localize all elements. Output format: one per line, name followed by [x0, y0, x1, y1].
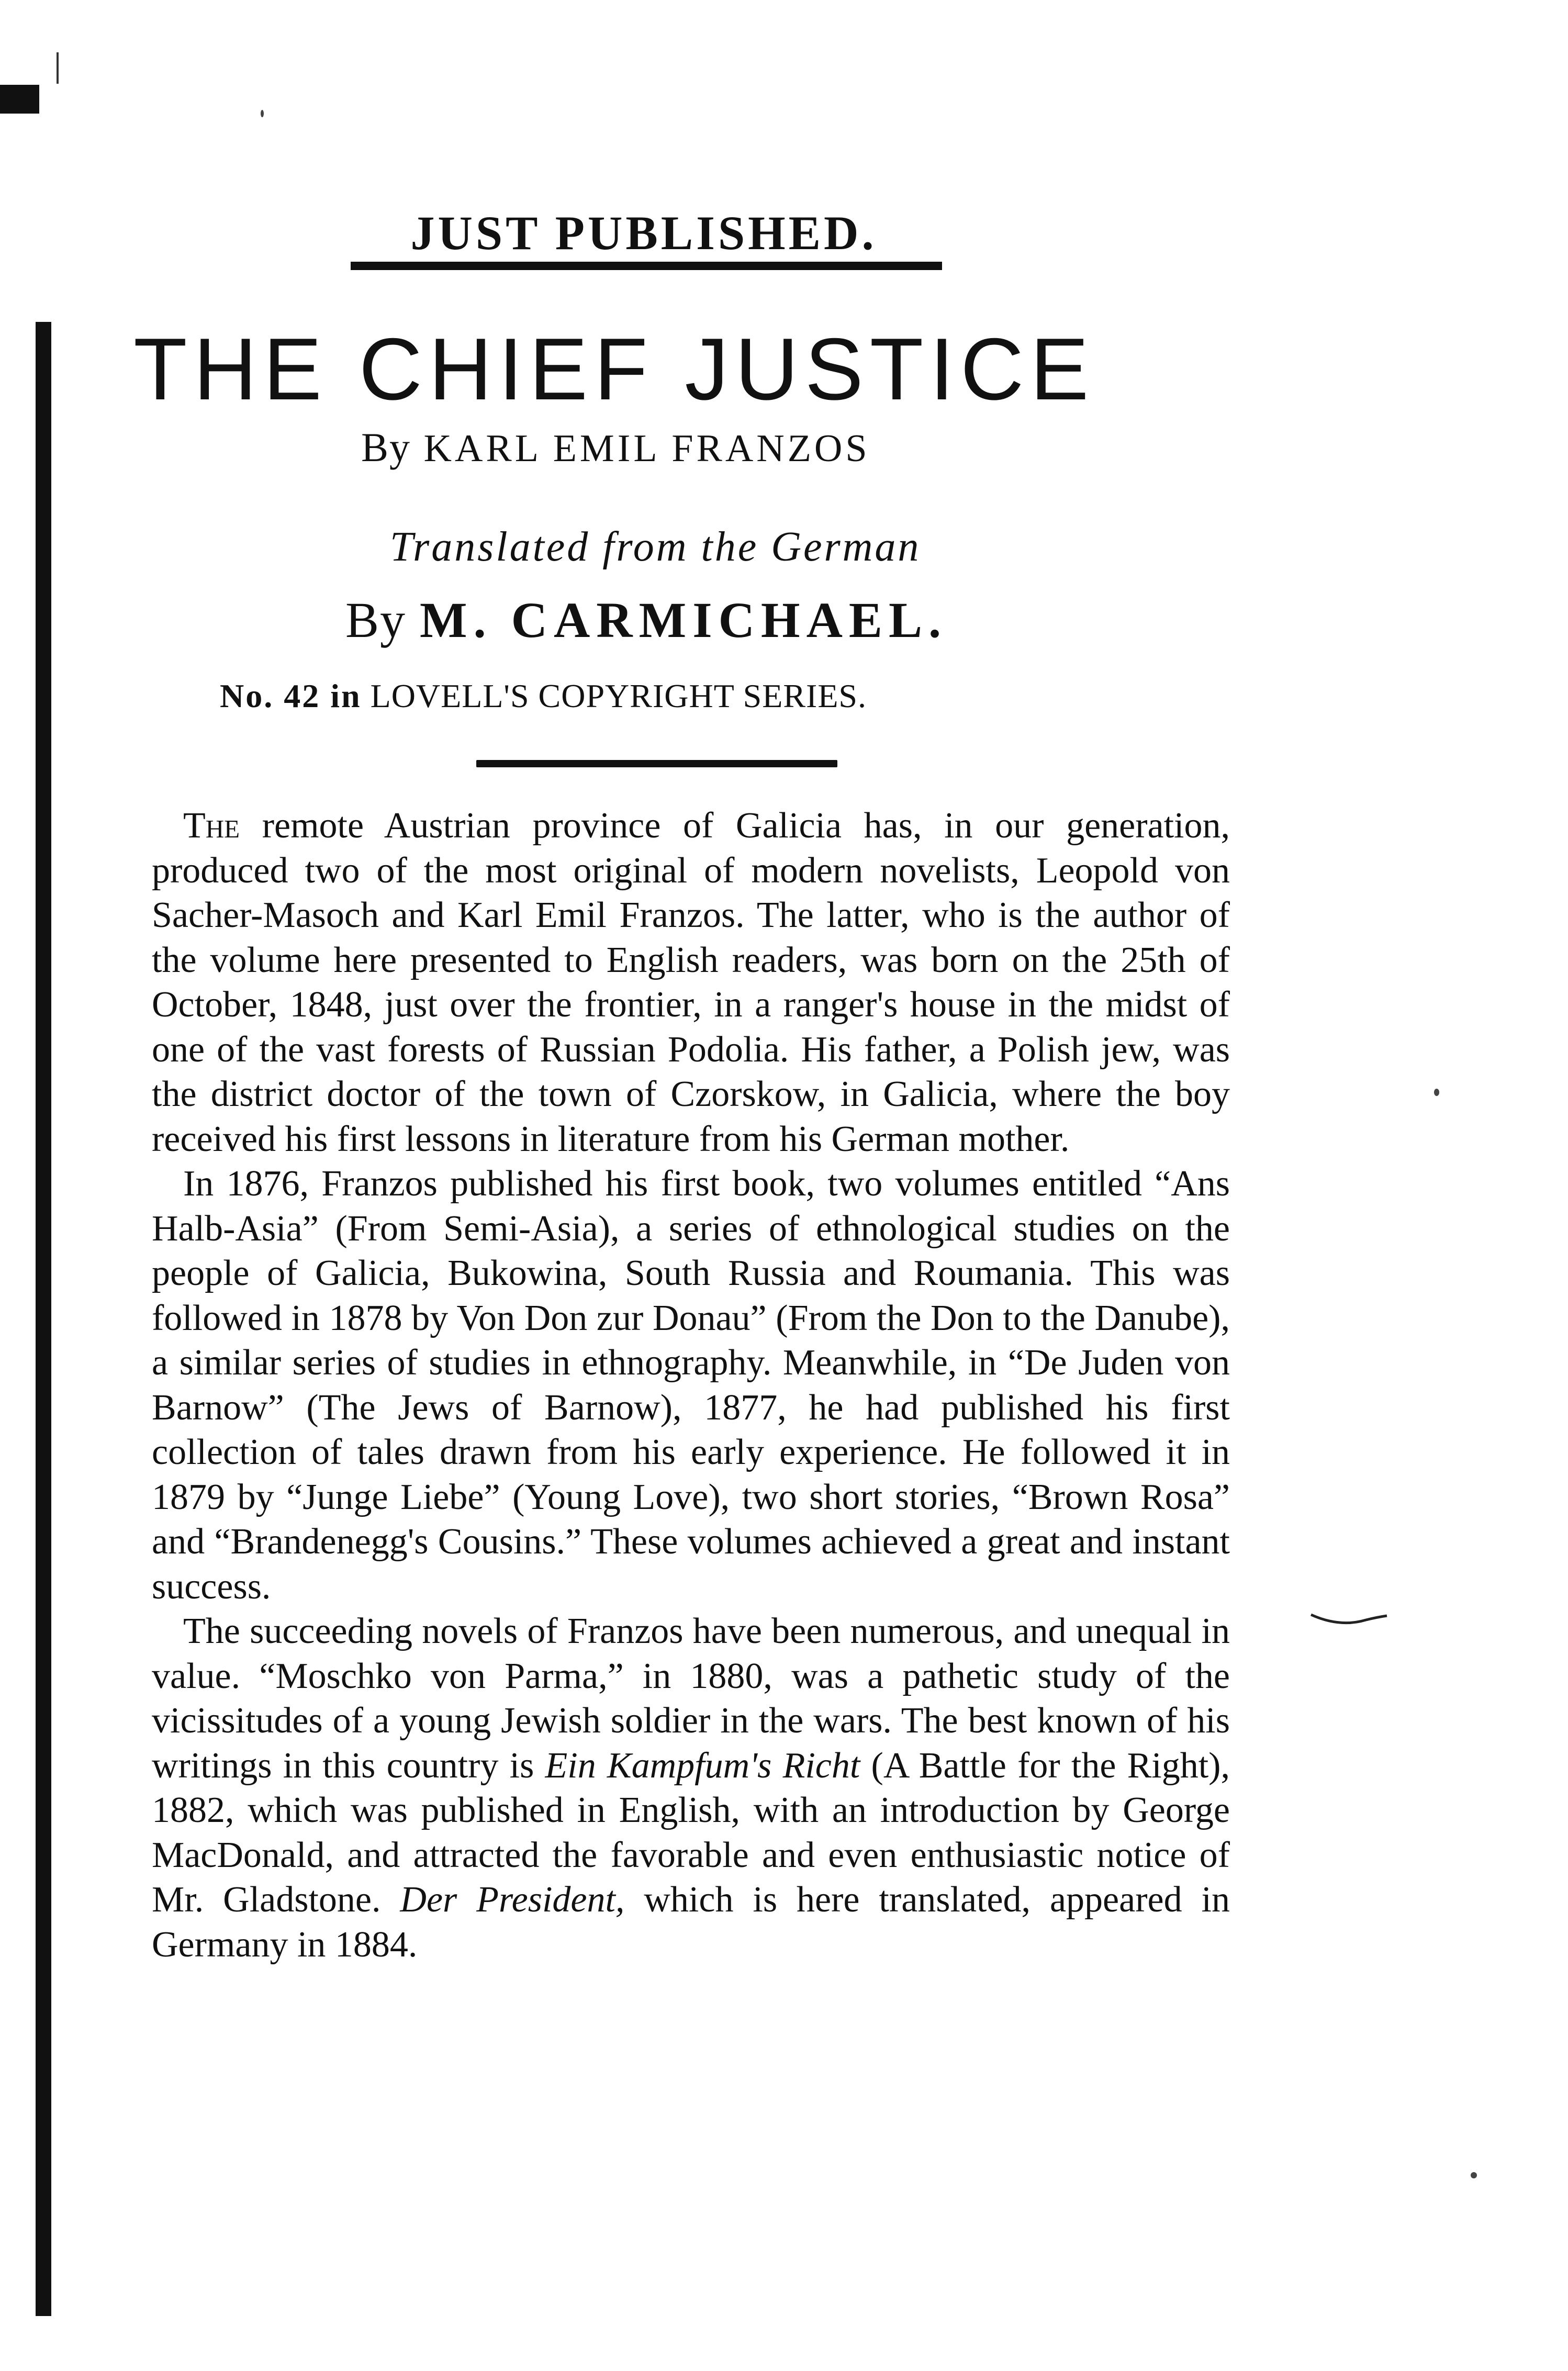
translation-note: Translated from the German [390, 524, 921, 570]
scan-pen-mark [1308, 1609, 1392, 1630]
paragraph-1 [152, 803, 1230, 1161]
series-name: LOVELL'S COPYRIGHT SERIES. [370, 677, 867, 714]
paragraph-3-text-a: The succeeding novels of Franzos have been numerous, and unequal in value. “Moschko von Parma,” in 1880, was a pathetic study of the vicissitudes of a young Jewish soldier in the wars. The best known of his writings in this country is [152, 1611, 1230, 1786]
translator-prefix: By [345, 592, 407, 648]
book-title: THE CHIEF JUSTICE [133, 320, 1095, 418]
author-prefix: By [361, 424, 411, 470]
paragraph-2: In 1876, Franzos published his first book, two volumes entitled “Ans Halb-Asia” (From Semi-Asia), a series of ethnological studies on the people of Galicia, Bukowina, South Russia and Roumania. This was followed in 1878 by Von Don zur Donau” (From the Don to the Danube), a similar series of studies in ethnography. Meanwhile, in “De Juden von Barnow” (The Jews of Barnow), 1877, he had published his first collection of tales drawn from his early experience. He followed it in 1879 by “Junge Liebe” (Young Love), two short stories, “Brown Rosa” and “Brandenegg's Cousins.” These volumes achieved a great and instant success. [152, 1164, 1230, 1607]
heading-underline [351, 262, 942, 270]
author-line [361, 424, 870, 472]
scan-edge-tick [57, 52, 59, 84]
paragraph-3-text-c: which is here translated, appeared in Germany in 1884. [152, 1880, 1230, 1965]
announcement-heading: JUST PUBLISHED. [410, 206, 877, 260]
translator-line [345, 591, 947, 649]
scan-binding-edge [36, 322, 51, 2316]
paragraph-3-text-b: (A Battle for the Right), 1882, which was published in English, with an introduction by George MacDonald, and attracted the favorable and even enthusiastic notice of Mr. Gladstone. [152, 1745, 1230, 1920]
paragraph-lead-word: The [183, 806, 240, 846]
scan-speck [261, 110, 264, 117]
paragraph-1-text: remote Austrian province of Galicia has, in our generation, produced two of the most original of modern novelists, Leopold von Sacher-Masoch and Karl Emil Franzos. The latter, who is the author of the volume here presented to English readers, was born on the 25th of October, 1848, just over the frontier, in a ranger's house in the midst of one of the vast forests of Russian Podolia. His father, a Polish jew, was the district doctor of the town of Czorskow, in Galicia, where the boy received his first lessons in literature from his German mother. [152, 806, 1230, 1159]
section-divider [476, 760, 837, 767]
italic-title-2: Der President, [400, 1880, 625, 1920]
series-number: No. 42 in [220, 677, 362, 714]
author-name: KARL EMIL FRANZOS [423, 427, 870, 470]
series-line [220, 675, 867, 717]
scan-edge-mark [0, 85, 39, 114]
scan-speck [1434, 1089, 1439, 1096]
translator-name: M. CARMICHAEL. [420, 592, 947, 648]
scan-speck [1471, 2172, 1477, 2178]
body-text [152, 803, 1230, 1967]
paragraph-3 [152, 1609, 1230, 1967]
italic-title-1: Ein Kampfum's Richt [545, 1745, 860, 1786]
